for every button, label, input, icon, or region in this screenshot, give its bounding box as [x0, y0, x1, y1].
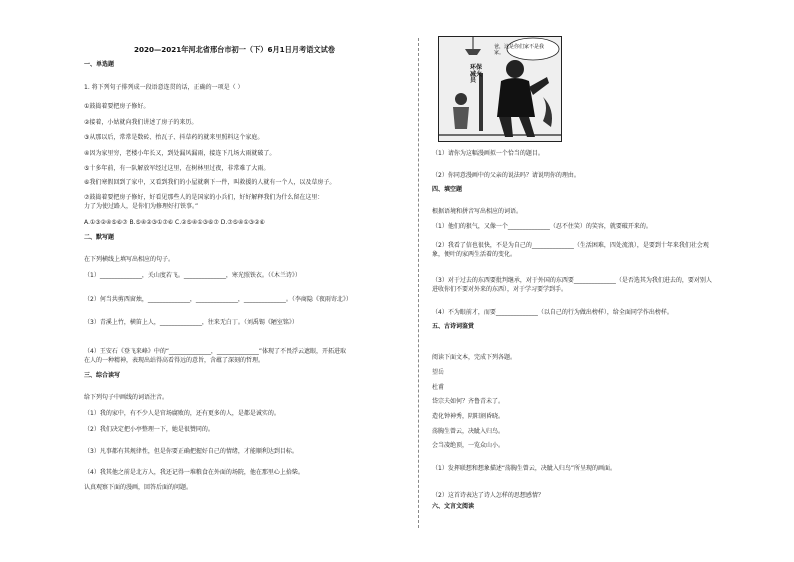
section-heading: 四、填空题: [432, 186, 463, 193]
question-line: ⑦鼓捣着要把房子修好，好看见那些人的是国家的小兵们，好好解释我们为什么留在这里：: [84, 194, 324, 201]
question-line: （1）他们的狠气，又像一个______________（忍不住笑）的笑容，就要破开来的。: [432, 223, 652, 230]
question-line: （2）何当共剪西窗烛，______________，______________，______________。（李商隐《夜雨寄北》）: [84, 296, 352, 303]
question-line: （3）对于过去的东西要批判继承，对于外国的东西要______________（是否选其为我们进去的，要对别人: [432, 277, 712, 284]
question-line: 力了为使过路人，是你们为修理好打铁事。”: [84, 203, 199, 210]
cartoon-sign: 环保 减火 员: [470, 64, 483, 85]
question-line: ⑤十多年前，有一队解放军经过这里，在树林里过夜，非常难了大雨。: [84, 165, 270, 172]
question-line: （4）我其他之前是北方人，我还记得一堆粮食在外面的场院，他在那里心上拾柴。: [84, 469, 304, 476]
question-line: 1. 将下列句子排列成一段语意连贯的话，正确的一项是（ ）: [84, 84, 244, 91]
question-line: （2）你同意漫画中的父亲的说法吗？请说明你的理由。: [432, 172, 580, 179]
question-line: 荡胸生曾云，决眦入归鸟。: [432, 428, 505, 435]
question-line: 象，便叶的家两生活着的变化。: [432, 251, 517, 258]
question-line: （2）我看了信也很快，不是为自己的______________（生活困难，四处流浪），是要到十年来我们社会观: [432, 242, 709, 249]
section-heading: 二、默写题: [84, 234, 115, 241]
question-line: ⑥我们寒假回到了家中，又看到我们的小屋就剩下一件，叫救援的人就有一个人，以及草房子。: [84, 179, 336, 186]
question-line: 望岳: [432, 369, 445, 376]
column-divider: [418, 38, 419, 528]
question-line: ①鼓捣着要把房子修好。: [84, 103, 150, 110]
question-line: （4）不为眼前才，而要______________（以自己的行为做出榜样），给全面同学作出榜样。: [432, 309, 673, 316]
question-line: ④因为家里穷，老楼小年长又，到处漏风漏雨，接连下几场大雨就破了。: [84, 150, 276, 157]
section-heading: 六、文言文阅读: [432, 503, 475, 510]
question-line: （1）______________，关山度若飞。______________，寒光照铁衣。（《木兰诗》）: [84, 272, 301, 279]
question-line: （1）发挥联想和想象描述“荡胸生曾云，决眦入归鸟”所呈现的画面。: [432, 465, 617, 472]
question-line: （1）请你为这幅漫画拟一个恰当的题目。: [432, 150, 544, 157]
question-line: 会当凌绝顶，一览众山小。: [432, 442, 505, 449]
question-line: 在人的一种精神，表现出站得高看得远的意旨，含蕴了深刻的哲理。: [84, 357, 265, 364]
exam-title: 2020—2021年河北省邢台市初一（下）6月1日月考语文试卷: [134, 45, 335, 54]
question-line: 给下列句子中画线的词语注音。: [84, 394, 169, 401]
question-line: （2）我们决定把小亭整理一下，她是很赞同的。: [84, 426, 214, 433]
question-line: 杜甫: [432, 384, 445, 391]
question-line: ③从那以后，常常是数砖、抬瓦子、抖草药的就来里照料这个家庭。: [84, 134, 264, 141]
question-line: （3）凡事都有其规律性，但是你要正确把握好自己的情绪，才能顺利达到目标。: [84, 448, 298, 455]
question-line: 认真观察下面的漫画，回答后面的问题。: [84, 484, 193, 491]
question-line: 造化钟神秀，阴阳割昏晓。: [432, 413, 505, 420]
cartoon-caption: 爸，这是你们家不是我家。: [494, 44, 545, 56]
question-line: 进收你们不要对外来的东西），对于学习要学到手。: [432, 286, 568, 293]
question-line: ②接着，小姑就向我们讲述了房子的来历。: [84, 119, 198, 126]
section-heading: 五、古诗词鉴赏: [432, 323, 475, 330]
question-line: （4）王安石《登飞来峰》中的“______________，______________”体现了不畏浮云遮眼，开拓进取: [84, 348, 347, 355]
question-line: 岱宗夫如何？齐鲁青未了。: [432, 398, 505, 405]
section-heading: 一、单选题: [84, 61, 115, 68]
question-line: 在下列横线上填写出相应的句子。: [84, 256, 175, 263]
question-line: （1）我的家中，有不少人是官场腐败的，还有更多的人，是都是诚实的。: [84, 410, 280, 417]
question-line: 阅读下面文本，完成下列各题。: [432, 354, 517, 361]
section-heading: 三、综合读写: [84, 372, 121, 379]
question-line: （3）青溪上竹，横笛上人，______________，往来无白丁。（刘禹锡《陋室铭》）: [84, 319, 298, 326]
question-line: A.①③②④⑤⑥⑦ B.⑤④②③①⑦⑥ C.②⑤④①③⑥⑦ D.⑦⑤④①③②⑥: [84, 219, 265, 226]
question-line: 根据语境和拼音写出相应的词语。: [432, 208, 523, 215]
question-line: （2）这首诗表达了诗人怎样的思想感情？: [432, 492, 544, 499]
